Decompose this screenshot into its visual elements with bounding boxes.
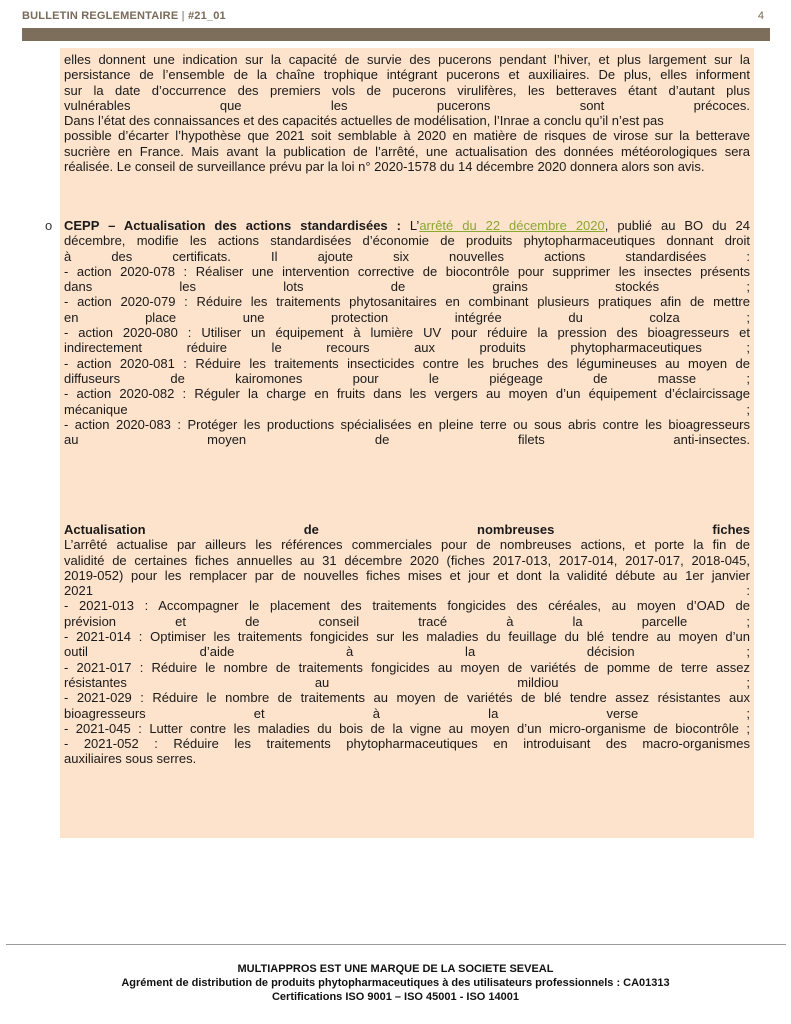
footer-agrement: Agrément de distribution de produits phytopharmaceutiques à des utilisateurs professionnels : CA01313 <box>121 977 670 989</box>
intro-line: possible d’écarter l’hypothèse que 2021 soit semblable à 2020 en matière de risques de virose sur la betterave <box>64 128 750 144</box>
cepp-line: - action 2020-082 : Réguler la charge en fruits dans les vergers au moyen d’un équipement d’éclaircissage <box>64 386 750 402</box>
cepp-line: mécanique ; <box>64 401 750 417</box>
cepp-line: - action 2020-080 : Utiliser un équipement à lumière UV pour réduire la pression des bioagresseurs et <box>64 325 750 341</box>
fiches-line: - 2021-052 : Réduire les traitements phytopharmaceutiques en introduisant des macro-organismes <box>64 736 750 752</box>
bulletin-title <box>22 10 226 22</box>
fiches-line: auxiliaires sous serres. <box>64 751 197 767</box>
cepp-text: L’ <box>400 218 420 233</box>
page-number: 4 <box>757 10 764 22</box>
page-header <box>22 10 770 30</box>
fiches-line: outil d’aide à la décision ; <box>64 644 750 660</box>
intro-line: Dans l’état des connaissances et des capacités actuelles de modélisation, l’Inrae a conclu qu’il n’est pas <box>64 113 664 129</box>
footer-divider <box>6 944 786 945</box>
fiches-line: validité de certaines fiches annuelles au 31 décembre 2020 (fiches 2017-013, 2017-014, 2017-017, 2018-045, <box>64 552 750 568</box>
footer-brand: MULTIAPPROS EST UNE MARQUE DE LA SOCIETE SEVEAL <box>237 963 554 975</box>
cepp-heading-line <box>64 218 750 233</box>
cepp-line: - action 2020-079 : Réduire les traitements phytosanitaires en combinant plusieurs pratiques afin de mettre <box>64 294 750 310</box>
arrete-link[interactable]: arrêté du 22 décembre 2020 <box>419 218 605 233</box>
intro-line: réalisée. Le conseil de surveillance prévu par la loi n° 2020-1578 du 14 décembre 2020 donnera alors son avis. <box>64 159 705 175</box>
title-separator: | <box>181 10 185 22</box>
fiches-title: Actualisation de nombreuses fiches <box>64 522 750 537</box>
bullet-marker: o <box>45 218 53 233</box>
cepp-line: - action 2020-083 : Protéger les productions spécialisées en pleine terre ou sous abris contre les bioagresseurs <box>64 416 750 432</box>
cepp-line: décembre, modifie les actions standardisées d’économie de produits phytopharmaceutiques donnant droit <box>64 233 750 249</box>
cepp-line: indirectement réduire le recours aux produits phytopharmaceutiques ; <box>64 340 750 356</box>
fiches-line: - 2021-017 : Réduire le nombre de traitements fongicides au moyen de variétés de pomme de terre assez <box>64 659 750 675</box>
intro-line: persistance de l’ensemble de la chaîne trophique intégrant pucerons et auxiliaires. De plus, elles informent <box>64 67 750 83</box>
cepp-line: - action 2020-078 : Réaliser une intervention corrective de biocontrôle pour supprimer les insectes présents <box>64 263 750 279</box>
cepp-title: CEPP – Actualisation des actions standardisées : <box>64 218 401 233</box>
cepp-line: au moyen de filets anti-insectes. <box>64 432 750 448</box>
cepp-section <box>64 218 750 447</box>
fiches-line: - 2021-014 : Optimiser les traitements fongicides sur les maladies du feuillage du blé tendre au moyen d’un <box>64 629 750 645</box>
fiches-line: 2021 : <box>64 583 750 599</box>
fiches-line: L’arrêté actualise par ailleurs les références commerciales pour de nombreuses actions, et porte la fin de <box>64 537 750 553</box>
header-bar <box>22 28 770 41</box>
cepp-line: à des certificats. Il ajoute six nouvelles actions standardisées : <box>64 248 750 264</box>
fiches-line: prévision et de conseil tracé à la parcelle ; <box>64 613 750 629</box>
fiches-line: - 2021-013 : Accompagner le placement des traitements fongicides des céréales, au moyen d’OAD de <box>64 598 750 614</box>
cepp-line: en place une protection intégrée du colza ; <box>64 309 750 325</box>
intro-line: sucrière en France. Mais avant la publication de l’arrêté, une actualisation des données météorologiques sera <box>64 143 750 159</box>
fiches-line: résistantes au mildiou ; <box>64 674 750 690</box>
page-footer <box>0 962 791 1004</box>
fiches-line: bioagresseurs et à la verse ; <box>64 705 750 721</box>
fiches-line: 2019-052) pour les remplacer par de nouvelles fiches mises et jour et dont la validité débute au 1er janvier <box>64 567 750 583</box>
fiches-section <box>64 522 750 767</box>
intro-section <box>64 52 750 174</box>
footer-certifications: Certifications ISO 9001 – ISO 45001 - ISO 14001 <box>271 991 520 1003</box>
cepp-line: dans les lots de grains stockés ; <box>64 279 750 295</box>
cepp-line: diffuseurs de kairomones pour le piégeage de masse ; <box>64 370 750 386</box>
fiches-line: - 2021-045 : Lutter contre les maladies du bois de la vigne au moyen d’un micro-organisme de biocontrôle ; <box>64 720 750 736</box>
intro-line: vulnérables que les pucerons sont précoces. <box>64 97 750 113</box>
intro-line: sur la date d’occurrence des premiers vols de pucerons virulifères, les betteraves étant d’autant plus <box>64 82 750 98</box>
fiches-line: - 2021-029 : Réduire le nombre de traitements au moyen de variétés de blé tendre assez résistantes aux <box>64 690 750 706</box>
cepp-line: - action 2020-081 : Réduire les traitements insecticides contre les bruches des légumineuses au moyen de <box>64 355 750 371</box>
bulletin-name: BULLETIN REGLEMENTAIRE <box>22 10 179 22</box>
cepp-text: , publié au BO du 24 <box>604 218 750 233</box>
bulletin-issue: #21_01 <box>187 10 226 22</box>
intro-line: elles donnent une indication sur la capacité de survie des pucerons pendant l’hiver, et plus largement sur la <box>64 52 750 67</box>
